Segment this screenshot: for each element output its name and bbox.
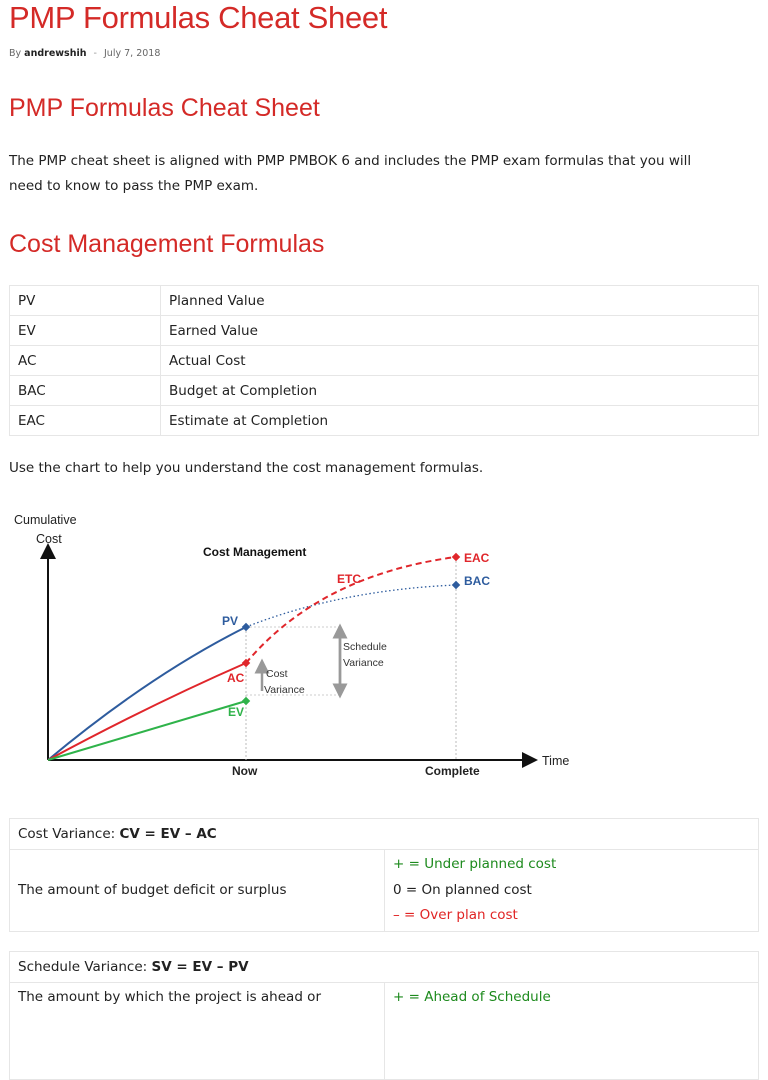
eac-label: EAC [464,551,490,565]
x-axis-label: Time [542,754,570,768]
schedule-variance-label-line1: Schedule [343,641,387,653]
cost-variance-values [385,850,759,932]
cost-variance-label-line2: Variance [264,684,305,696]
schedule-variance-table [9,951,759,1080]
schedule-variance-formula: SV = EV – PV [151,959,249,975]
schedule-variance-description: The amount by which the project is ahead or [10,983,385,1080]
cv-zero: 0 = On planned cost [393,881,532,898]
pv-forecast-curve [246,585,456,627]
chart-intro: Use the chart to help you understand the cost management formulas. [9,460,484,476]
cv-negative: – = Over plan cost [393,907,518,923]
author-link[interactable]: andrewshih [24,48,87,59]
eac-point [452,553,460,561]
ac-label: AC [227,671,245,685]
cost-variance-table [9,818,759,932]
term-meaning: Actual Cost [161,346,759,376]
publish-date: July 7, 2018 [104,48,161,59]
sv-positive: + = Ahead of Schedule [393,989,551,1005]
cost-management-diagram [0,505,600,795]
ev-point [242,697,250,705]
term-abbreviation: EAC [10,406,161,436]
pv-label: PV [222,614,239,628]
cost-management-heading: Cost Management Formulas [9,230,325,258]
schedule-variance-header [10,952,759,983]
now-label: Now [232,764,258,778]
cost-terms-table [9,285,759,436]
etc-label: ETC [337,572,361,586]
pv-point [242,623,250,631]
term-abbreviation: AC [10,346,161,376]
section-heading: PMP Formulas Cheat Sheet [9,94,320,122]
term-abbreviation: EV [10,316,161,346]
term-meaning: Earned Value [161,316,759,346]
ev-label: EV [228,705,245,719]
pv-curve [48,627,246,760]
schedule-variance-label-line2: Variance [343,657,384,669]
term-meaning: Planned Value [161,286,759,316]
term-row [10,286,759,316]
term-meaning: Estimate at Completion [161,406,759,436]
by-label: By [9,48,22,59]
cost-variance-formula: CV = EV – AC [119,826,217,842]
term-meaning: Budget at Completion [161,376,759,406]
cost-variance-label-line1: Cost [266,668,288,680]
intro-line-1: The PMP cheat sheet is aligned with PMP PMBOK 6 and includes the PMP exam formulas that you will [9,153,692,169]
cost-variance-label: Cost Variance: [18,826,116,842]
intro-line-2: need to know to pass the PMP exam. [9,178,259,194]
diagram-title: Cost Management [203,545,307,559]
byline [9,48,160,59]
bac-point [452,581,460,589]
schedule-variance-label: Schedule Variance: [18,959,148,975]
term-row [10,346,759,376]
y-axis-label-line1: Cumulative [14,513,77,527]
schedule-variance-values [385,983,759,1080]
bac-label: BAC [464,574,490,588]
term-abbreviation: BAC [10,376,161,406]
complete-label: Complete [425,764,480,778]
article-title: PMP Formulas Cheat Sheet [9,0,388,35]
intro-paragraph [9,149,749,199]
term-row [10,316,759,346]
cost-variance-header [10,819,759,850]
byline-separator: - [93,48,97,59]
ac-curve [48,663,246,760]
term-row [10,376,759,406]
cv-positive: + = Under planned cost [393,856,557,872]
term-abbreviation: PV [10,286,161,316]
cost-variance-description: The amount of budget deficit or surplus [10,850,385,932]
term-row [10,406,759,436]
y-axis-label-line2: Cost [36,532,62,546]
